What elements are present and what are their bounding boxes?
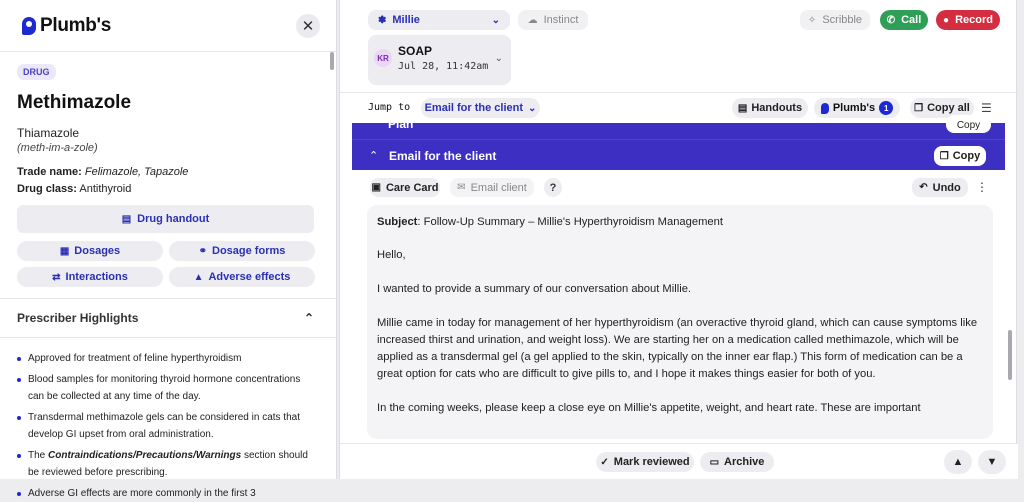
drug-links [17, 241, 314, 287]
email-subject [377, 214, 983, 231]
chevron-up-icon: ⌃ [303, 311, 314, 325]
drug-badge: DRUG [17, 64, 56, 80]
list-item: Adverse GI effects are more commonly in the first 3 [17, 485, 314, 502]
care-card-button[interactable] [370, 178, 440, 197]
prescriber-highlights-list [0, 338, 336, 502]
interactions-label: Interactions [65, 271, 128, 283]
patient-selector-content [378, 14, 420, 26]
drug-class-label: Drug class: [17, 183, 77, 195]
avatar: KR [374, 49, 392, 67]
drug-class [17, 183, 314, 195]
email-toolbar [340, 175, 1018, 199]
dosage-forms-button[interactable] [169, 241, 315, 261]
left-scrollbar[interactable] [330, 52, 334, 70]
chevron-up-icon: ⌃ [369, 150, 379, 162]
note-panel [339, 0, 1017, 479]
dosages-button[interactable] [17, 241, 163, 261]
instinct-button[interactable] [518, 10, 588, 30]
kebab-icon[interactable]: ⋮ [976, 180, 988, 194]
record-button[interactable] [936, 10, 1000, 30]
drug-class-value: Antithyroid [79, 183, 132, 195]
prescriber-highlights-header[interactable] [0, 298, 336, 338]
chevron-down-icon: ⌄ [528, 102, 537, 114]
chevron-down-icon: ⌄ [491, 14, 500, 26]
plumbs-references-button[interactable] [814, 98, 900, 118]
email-section-title: Email for the client [389, 149, 497, 163]
sparkle-icon: ✧ [807, 14, 817, 26]
warning-icon: ▲ [193, 271, 204, 283]
thumbs-up-icon: ▲ [952, 456, 964, 468]
call-button[interactable] [880, 10, 928, 30]
undo-icon: ↶ [919, 182, 928, 193]
adverse-effects-button[interactable] [169, 267, 315, 287]
patient-selector[interactable] [368, 10, 510, 30]
email-copy-label: Copy [952, 150, 981, 162]
cloud-icon: ☁ [527, 14, 538, 26]
email-body[interactable] [367, 205, 993, 439]
email-client-label: Email client [470, 181, 527, 194]
care-card-label: Care Card [385, 181, 439, 194]
phone-icon: ✆ [886, 14, 896, 26]
brand-name: Plumb's [40, 14, 112, 36]
close-button[interactable] [296, 14, 320, 38]
email-paragraph: Millie came in today for management of her hyperthyroidism (an overactive thyroid gland, which can cause symptoms like increased thirst and urination, and weight loss). We are starting her on a medication called methimazole, which will be applied as a transdermal gel (a gel applied to the skin, typically on the inner ear flap.) This form of medication can be a great option for cats who are difficult to give pills to, and I hope it makes things easier for both of you. [377, 317, 978, 380]
record-label: Record [955, 14, 993, 26]
mark-reviewed-button[interactable] [596, 452, 694, 472]
list-item-emphasis: Contraindications/Precautions/Warnings [48, 450, 242, 461]
drug-alias: Thiamazole [17, 126, 80, 140]
help-button[interactable] [544, 178, 562, 197]
mark-reviewed-label: Mark reviewed [613, 456, 690, 468]
email-paragraph: In the coming weeks, please keep a close eye on Millie's appetite, weight, and heart rate. These are important [377, 402, 921, 414]
note-footer [340, 443, 1018, 479]
dosages-label: Dosages [74, 245, 121, 257]
plan-copy-label: Copy [956, 120, 981, 131]
list-item-prefix: The [28, 450, 49, 461]
close-icon: ✕ [301, 17, 315, 35]
dosages-icon: ▦ [59, 245, 70, 257]
drug-panel [0, 0, 337, 499]
email-client-button[interactable] [450, 178, 534, 197]
swap-icon: ⇄ [52, 271, 61, 283]
note-scrollbar[interactable] [1008, 330, 1012, 380]
list-item-suffix: section should be reviewed before prescribing. [28, 450, 308, 478]
archive-label: Archive [724, 456, 765, 468]
plan-section-header[interactable] [352, 117, 1005, 139]
undo-button[interactable] [912, 178, 968, 197]
handout-icon: ▤ [121, 213, 132, 225]
plumbs-count-badge: 1 [879, 101, 893, 115]
note-topbar [340, 0, 1018, 92]
drug-panel-header [0, 0, 336, 52]
list-item [17, 447, 314, 481]
handouts-button[interactable] [732, 98, 808, 118]
jump-bar [340, 92, 1018, 123]
check-icon: ✓ [600, 456, 609, 468]
interactions-button[interactable] [17, 267, 163, 287]
dosage-forms-label: Dosage forms [212, 245, 286, 257]
plumbs-logo-icon [22, 17, 36, 35]
archive-button[interactable] [700, 452, 774, 472]
email-subject-text: : Follow-Up Summary – Millie's Hyperthyroidism Management [417, 216, 723, 228]
jump-to-value: Email for the client [424, 102, 524, 114]
list-item: Approved for treatment of feline hyperthyroidism [17, 350, 314, 367]
note-selector[interactable] [368, 35, 511, 85]
trade-name-label: Trade name: [17, 166, 82, 178]
list-item: Blood samples for monitoring thyroid hormone concentrations can be collected at any time of the day. [17, 371, 314, 405]
drug-summary [0, 52, 336, 287]
link-icon: ⚭ [198, 245, 208, 257]
scribble-label: Scribble [822, 14, 863, 26]
handouts-label: Handouts [751, 102, 803, 114]
adverse-effects-label: Adverse effects [208, 271, 291, 283]
undo-label: Undo [932, 181, 961, 194]
thumbs-down-icon: ▼ [986, 456, 998, 468]
archive-icon: ▭ [709, 456, 720, 468]
email-greeting: Hello, [377, 249, 406, 261]
list-item: Transdermal methimazole gels can be considered in cats that develop GI upset from oral administration. [17, 409, 314, 443]
email-section-header[interactable] [352, 139, 1005, 170]
book-icon: ▤ [737, 102, 748, 114]
chevron-up-icon: ⌃ [369, 119, 379, 131]
email-copy-button[interactable] [934, 146, 986, 166]
thumbs-down-button[interactable] [978, 450, 1006, 474]
call-label: Call [901, 14, 922, 26]
copy-icon: ❐ [914, 102, 924, 114]
trade-name [17, 166, 314, 178]
drug-handout-button[interactable] [17, 205, 314, 233]
plan-section-title: Plan [388, 117, 414, 131]
plumbs-logo [22, 15, 111, 37]
email-subject-label: Subject [377, 216, 418, 228]
plan-copy-button[interactable] [946, 115, 991, 133]
instinct-label: Instinct [543, 14, 579, 26]
chevron-down-icon: ⌄ [494, 53, 503, 64]
copy-icon: ❐ [939, 150, 949, 162]
copy-all-label: Copy all [927, 102, 970, 114]
plumbs-label: Plumb's [832, 102, 876, 114]
scribble-button[interactable] [800, 10, 870, 30]
plumbs-logo-icon [821, 103, 829, 114]
thumbs-up-button[interactable] [944, 450, 972, 474]
jump-to-select[interactable] [421, 98, 540, 118]
note-title: SOAP [398, 44, 433, 58]
drug-pronunciation: (meth-im-a-zole) [17, 142, 98, 154]
email-paragraph: I wanted to provide a summary of our conversation about Millie. [377, 283, 692, 295]
prescriber-highlights-title: Prescriber Highlights [17, 311, 139, 325]
sliders-icon[interactable]: ☰ [981, 101, 992, 115]
patient-name: Millie [392, 14, 420, 26]
trade-name-value: Felimazole, Tapazole [84, 166, 189, 178]
note-date: Jul 28, 11:42am [398, 61, 489, 72]
mic-icon: ● [943, 14, 950, 26]
paw-icon: ✽ [378, 14, 387, 26]
jump-to-label: Jump to [368, 102, 411, 113]
drug-handout-label: Drug handout [137, 213, 210, 225]
mail-icon: ✉ [457, 182, 466, 193]
help-label: ? [549, 181, 557, 194]
card-icon: ▣ [371, 182, 381, 193]
drug-name: Methimazole [17, 92, 132, 113]
